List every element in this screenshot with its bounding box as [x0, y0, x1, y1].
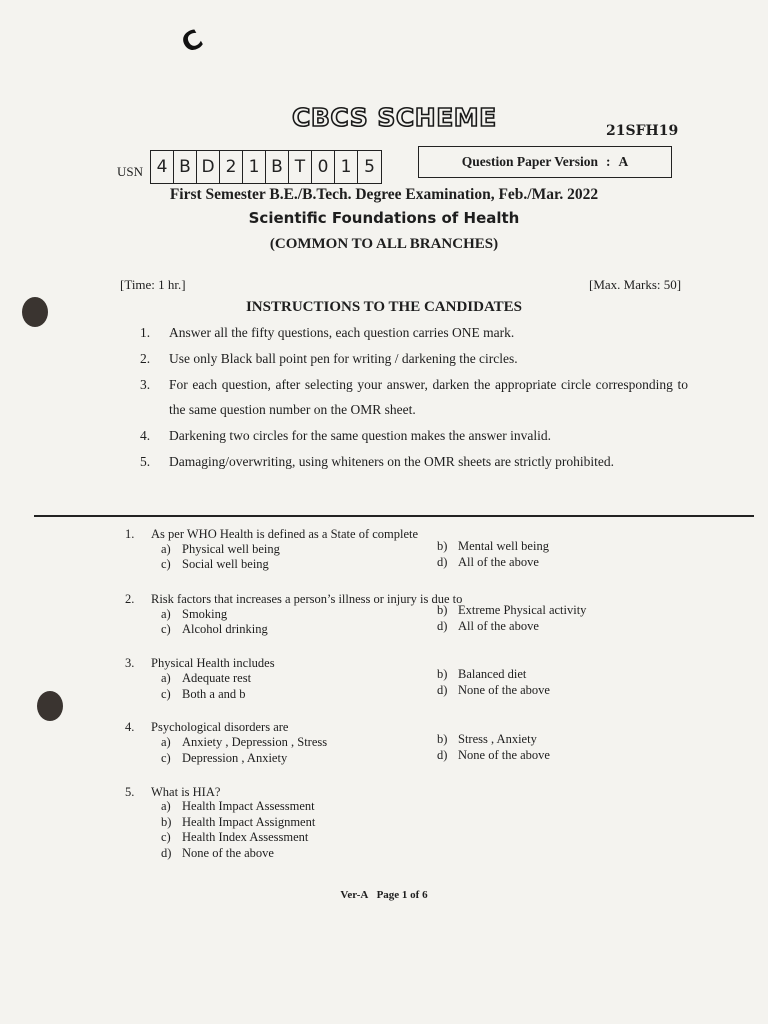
- instruction-item: 2. Use only Black ball point pen for writing / darkening the circles.: [140, 351, 518, 366]
- option-c: c) Health Index Assessment: [161, 830, 309, 844]
- instructions-title: INSTRUCTIONS TO THE CANDIDATES: [245, 299, 523, 315]
- usn-digit: B: [174, 151, 197, 183]
- footer-page: Page 1 of 6: [376, 889, 428, 901]
- usn-digit: 1: [243, 151, 266, 183]
- max-marks: [Max. Marks: 50]: [589, 277, 682, 292]
- option-d: d) None of the above: [437, 683, 550, 697]
- usn-digit: 2: [220, 151, 243, 183]
- option-b: b) Health Impact Assignment: [161, 815, 316, 829]
- usn-label: USN: [117, 164, 144, 179]
- usn-digit: B: [266, 151, 289, 183]
- option-b: b) Mental well being: [437, 539, 549, 553]
- option-d: d) All of the above: [437, 619, 539, 633]
- option-a: a) Smoking: [161, 607, 228, 621]
- question-stem: 2. Risk factors that increases a person’s illness or injury is due to: [125, 592, 463, 606]
- question-stem: 5. What is HIA?: [125, 785, 221, 799]
- option-b: b) Stress , Anxiety: [437, 732, 537, 746]
- option-b: b) Extreme Physical activity: [437, 603, 587, 617]
- version-separator: :: [606, 154, 611, 169]
- option-c: c) Both a and b: [161, 687, 246, 701]
- usn-digit: D: [197, 151, 220, 183]
- section-divider: [34, 515, 754, 517]
- question-stem: 4. Psychological disorders are: [125, 720, 289, 734]
- common-branches: (COMMON TO ALL BRANCHES): [269, 236, 499, 252]
- punch-hole-icon: [37, 691, 63, 721]
- footer-version: Ver-A: [340, 889, 369, 901]
- page-footer: [0, 889, 768, 901]
- instructions-list: [140, 320, 688, 475]
- version-label: Question Paper Version: [461, 154, 598, 169]
- pen-mark-icon: C: [176, 24, 209, 60]
- usn-digit: 5: [364, 157, 375, 177]
- option-c: c) Alcohol drinking: [161, 622, 268, 636]
- instruction-item: 4. Darkening two circles for the same question makes the answer invalid.: [140, 428, 552, 443]
- option-a: a) Adequate rest: [161, 671, 252, 685]
- scheme-label: CBCS SCHEME: [292, 103, 497, 132]
- instruction-item: 1. Answer all the fifty questions, each question carries ONE mark.: [140, 325, 515, 340]
- subject-title: Scientific Foundations of Health: [248, 209, 520, 227]
- option-d: d) None of the above: [161, 846, 274, 860]
- exam-title: First Semester B.E./B.Tech. Degree Examination, Feb./Mar. 2022: [169, 186, 599, 203]
- usn-digit: 1: [335, 151, 358, 183]
- usn-digit: 0: [312, 151, 335, 183]
- question-paper-version: [418, 146, 672, 178]
- usn-grid: [150, 150, 382, 184]
- option-d: d) None of the above: [437, 748, 550, 762]
- option-b: b) Balanced diet: [437, 667, 527, 681]
- option-a: a) Physical well being: [161, 542, 280, 556]
- option-c: c) Depression , Anxiety: [161, 751, 288, 765]
- question-stem: 1. As per WHO Health is defined as a State of complete: [125, 527, 419, 541]
- option-c: c) Social well being: [161, 557, 269, 571]
- option-d: d) All of the above: [437, 555, 539, 569]
- usn-digit: T: [289, 151, 312, 183]
- question-stem: 3. Physical Health includes: [125, 656, 275, 670]
- option-a: a) Anxiety , Depression , Stress: [161, 735, 328, 749]
- option-a: a) Health Impact Assessment: [161, 799, 315, 813]
- paper-code: 21SFH19: [606, 123, 679, 139]
- instruction-item: 3. For each question, after selecting your answer, darken the appropriate circle corresponding to the same question number on the OMR sheet.: [140, 377, 688, 417]
- usn-digit: 4: [151, 151, 174, 183]
- version-value: A: [618, 154, 629, 169]
- time-allowed: [Time: 1 hr.]: [120, 277, 186, 292]
- instruction-item: 5. Damaging/overwriting, using whiteners on the OMR sheets are strictly prohibited.: [140, 454, 615, 469]
